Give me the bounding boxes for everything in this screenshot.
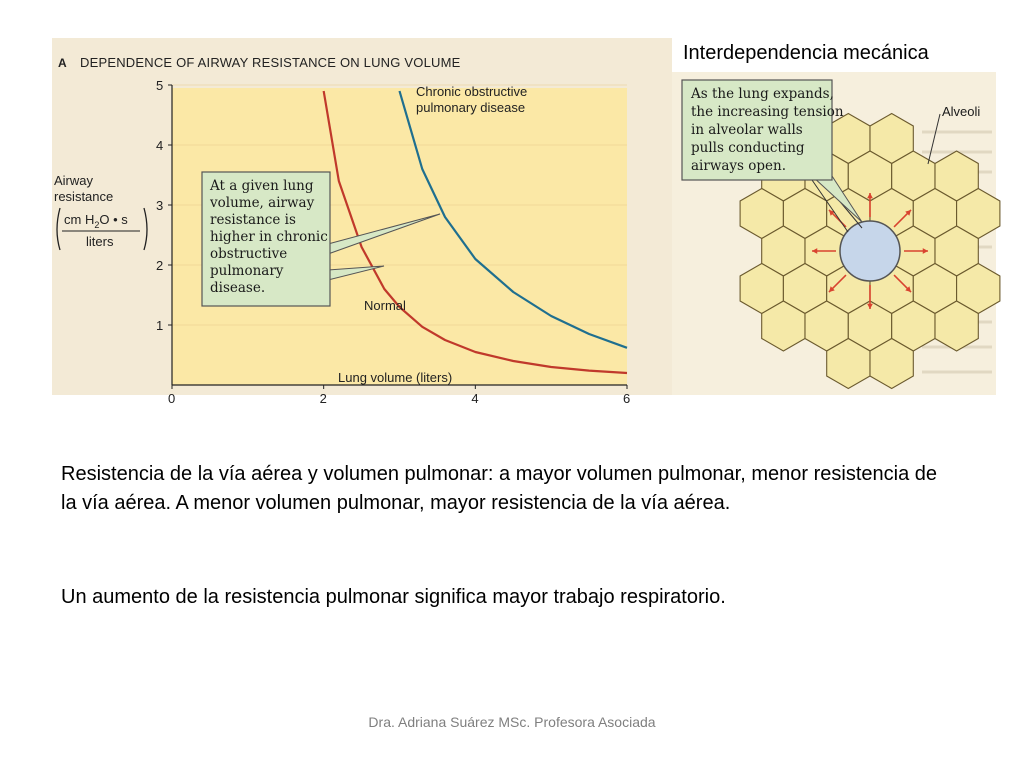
alveoli-callout-line: airways open. (691, 158, 787, 174)
alveoli-callout-line: the increasing tension (691, 104, 844, 120)
alveoli-callout-line: in alveolar walls (691, 122, 803, 138)
alveoli-figure-panel (672, 72, 996, 395)
y-axis-label (54, 173, 147, 250)
y-label-line: resistance (54, 189, 114, 204)
y-tick-label: 5 (156, 78, 164, 93)
series-label: Chronic obstructive (416, 84, 528, 99)
chart-svg (52, 38, 672, 406)
series-label: pulmonary disease (416, 100, 526, 115)
chart-figure-panel (52, 38, 672, 406)
y-tick-label: 3 (156, 198, 164, 213)
callout-line: pulmonary (210, 263, 284, 279)
slide-title: Interdependencia mecánica (683, 42, 929, 64)
alveoli-callout-line: As the lung expands, (691, 86, 834, 102)
footer-author: Dra. Adriana Suárez MSc. Profesora Asociada (368, 714, 656, 730)
paragraph-resistance-volume: Resistencia de la vía aérea y volumen pulmonar: a mayor volumen pulmonar, menor resistencia de la vía aérea. A menor volumen pulmonar, mayor resistencia de la vía aérea. (61, 463, 937, 514)
alveoli-label: Alveoli (942, 104, 981, 119)
callout-line: resistance is (210, 212, 296, 228)
y-label-units-denominator: liters (86, 234, 114, 249)
callout-line: higher in chronic (210, 229, 328, 245)
callout-line: At a given lung (210, 178, 314, 194)
x-tick-label: 2 (319, 391, 327, 406)
figure-letter: A (58, 56, 67, 70)
x-tick-label: 0 (168, 391, 176, 406)
x-tick-label: 6 (623, 391, 631, 406)
alveoli-callout (682, 80, 844, 180)
y-tick-label: 2 (156, 258, 164, 273)
y-tick-label: 4 (156, 138, 164, 153)
y-tick-label: 1 (156, 318, 164, 333)
paragraph-work-of-breathing: Un aumento de la resistencia pulmonar significa mayor trabajo respiratorio. (61, 586, 726, 608)
y-label-units: cm $H_2O$ • s (64, 212, 128, 230)
series-label: Normal (364, 298, 406, 313)
chart-title: DEPENDENCE OF AIRWAY RESISTANCE ON LUNG VOLUME (80, 55, 461, 70)
alveoli-illustration (672, 72, 996, 395)
alveoli-callout-line: pulls conducting (691, 140, 805, 156)
callout-line: volume, airway (210, 195, 315, 211)
callout-line: disease. (210, 280, 266, 296)
airway-circle (840, 221, 900, 281)
x-axis-label: Lung volume (liters) (338, 370, 453, 385)
y-label-line: Airway (54, 173, 94, 188)
x-tick-label: 4 (471, 391, 479, 406)
callout-line: obstructive (210, 246, 288, 262)
